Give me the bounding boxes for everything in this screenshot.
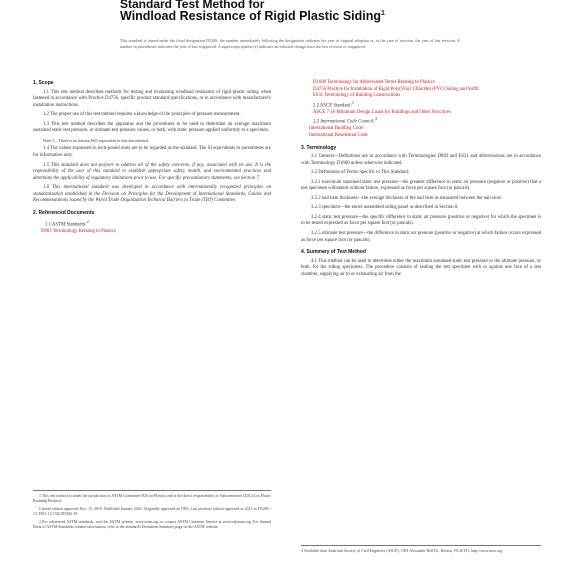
reference-d1600-code[interactable]: D1600 [313,80,327,85]
footnote-1: 1 This test method is under the jurisdiction of ASTM Committee D20 on Plastics and is the direct responsibility of Subcommittee D20.24 on Plastic Building Products. [33,494,271,504]
section-heading-terminology: 3. Terminology [301,144,337,151]
paragraph-3-2-5: 3.2.5 ultimate test pressure—the difference in static air pressure (positive or negative) at which failure occurs expressed as force per square foot (or pascals). [301,231,541,243]
astm-standards-label [45,219,271,229]
reference-d883-code[interactable]: D883 [41,229,52,235]
reference-d883[interactable] [41,229,271,236]
reference-d4756-code[interactable]: D4756 [313,86,327,92]
reference-d4756-title[interactable]: Practice for Installation of Rigid Poly(Vinyl Chloride) (PVC) Siding and Soffit [327,86,479,92]
reference-d883-title[interactable]: Terminology Relating to Plastics [52,229,116,235]
reference-e631-code[interactable]: E631 [313,93,324,99]
document-title-text: Windload Resistance of Rigid Plastic Siding [120,9,382,23]
footnote-mark-4: 4 [374,116,377,122]
paragraph-1-3: 1.3 This test method describes the apparatus and the procedures to be used to determine an average maximum sustained static test pressure, or ultimate test pressure values, or both, with static pressure applied uniformly to a specimen. [33,121,271,134]
asce-standard-text: 2.2 ASCE Standard: [313,103,352,109]
paragraph-1-6: 1.6 This international standard was developed in accordance with internationally recognized principles on standardization established in the Decision on Principles for the Development of International Standards, Guides and Recommendations issued by the World Trade Organization Technical Barriers to Trade (TBT) Committee. [33,185,271,204]
asce-standard-label [313,100,541,110]
paragraph-3-2: 3.2 Definitions of Terms Specific to This Standard: [311,170,410,176]
reference-asce-title[interactable]: Minimum Design Loads for Buildings and Other Structures [336,109,451,115]
paragraph-3-2-4: 3.2.4 static test pressure—the specific difference in static air pressure (positive or negative) for which the specimen is to be tested expressed as force per square foot (or pascals). [301,214,541,227]
paragraph-1-5: 1.5 This standard does not purport to address all of the safety concerns, if any, associated with its use. It is the responsibility of the user of this standard to establish appropriate safety, health, and environmental practices and determine the applicability of regulatory limitations prior to use. For specific precautionary statements, see Section 7. [33,162,271,181]
footnote-2: 2 For referenced ASTM standards, visit the ASTM website, www.astm.org, or contact ASTM Customer Service at service@astm.org. For Annual Book of ASTM Standards volume information, refer to the standard's Document Summary page on the ASTM website. [33,519,271,530]
reference-asce-code[interactable]: ASCE 7-16 [313,109,336,115]
title-footnote-mark: 1 [381,9,385,17]
paragraph-1-1: 1.1 This test method describes methods for testing and evaluating windload resistance of rigid plastic siding when fastened in accordance with Practice D4756, specific product standard specifications, or in accordance with manufacturer's installation instructions. [33,89,271,108]
paragraph-1-2: 1.2 The proper use of this test method requires a knowledge of the principles of pressure measurement. [43,112,241,118]
footnotes-left [33,490,271,532]
reference-e631-title[interactable]: Terminology of Building Constructions [324,93,401,99]
footnote-3: 3 Available from American Society of Civil Engineers (ASCE), 1801 Alexander Bell Dr., Reston, VA 20191, http://www.asce.org. [301,549,504,553]
right-column [301,80,541,281]
astm-standards-text: 2.1 ASTM Standards: [45,222,87,228]
icc-label [313,116,541,126]
section-heading-referenced-documents: 2. Referenced Documents [33,209,95,216]
left-column [33,80,271,236]
reference-d1600-title[interactable]: Terminology for Abbreviated Terms Relating to Plastics [327,80,435,85]
footnotes-right [301,545,541,554]
document-title-line2 [120,9,385,23]
paragraph-4-1: 4.1 This method can be used to determine either the maximum sustained static test pressure or the ultimate pressure, or both, for the siding specimens. The procedure consists of sealing the test specimen with or against one face of a test chamber, supplying air to or exhausting air from the [301,258,541,277]
paragraph-1-4: 1.4 The values expressed in inch-pound units are to be regarded as the standard. The SI equivalents in parentheses are for information only. [33,146,271,158]
reference-ibc[interactable]: International Building Code [309,126,363,132]
section-heading-summary: 4. Summary of Test Method [301,249,366,256]
paragraph-3-2-3: 3.2.3 specimen—the entire assembled siding panel as described in Section 8. [311,205,459,211]
icc-text: 2.3 International Code Council: [313,119,375,125]
note-1: Note 1—There is no known ISO equivalent to this test method. [43,137,149,143]
paragraph-3-2-2: 3.2.2 nail hem thickness—the average thickness of the nail hem as measured between the nail slots. [311,195,503,201]
footnote-1-edition: Current edition approved Nov. 15, 2019. Published January 2020. Originally approved in 1992. Last previous edition approved in 2013 as D5206 - 13. DOI: 10.1520/D5206-19. [33,506,271,517]
section-heading-scope: 1. Scope [33,80,54,86]
paragraph-3-2-1: 3.2.1 maximum sustained static test pressure—the greatest difference in static air pressure (negative or positive) that a test specimen withstands without failure, expressed as force per square foot (or pascals). [301,179,541,192]
paragraph-3-1: 3.1 General—Definitions are in accordance with Terminologies D883 and E631 and abbreviations are in accordance with Terminology D1600 unless otherwise indicated. [301,154,541,166]
standard-preamble: This standard is issued under the fixed designation D5206; the number immediately following the designation indicates the year of original adoption or, in the case of revision, the year of last revision. A number in parentheses indicates the year of last reapproval. A superscript epsilon (ε) indicates an editorial change since the last revision or reapproval. [120,38,460,49]
document-title-line1: Standard Test Method for [120,0,265,11]
reference-irc[interactable]: International Residential Code [309,133,368,139]
footnote-mark-3: 3 [351,99,354,105]
footnote-mark-2: 2 [86,219,89,225]
